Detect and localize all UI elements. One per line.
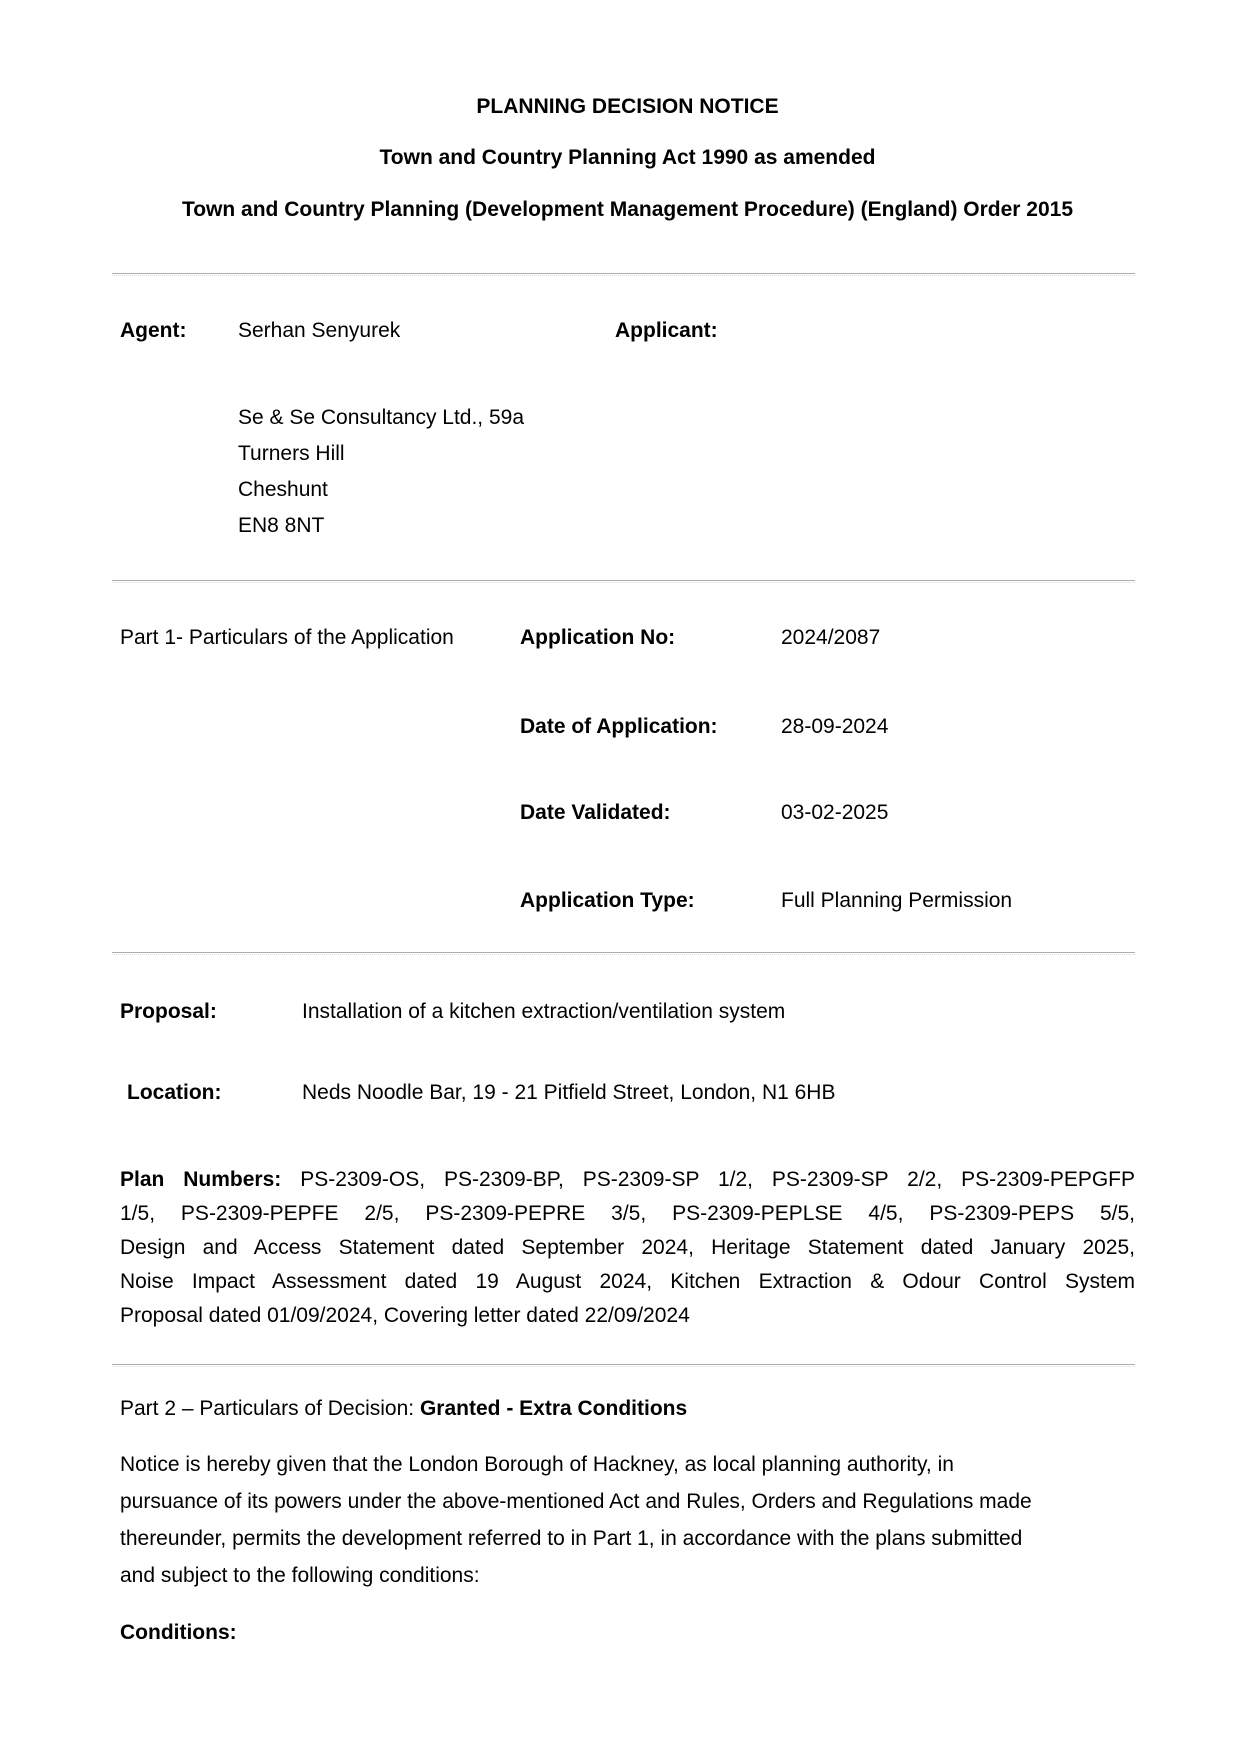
- applicant-label: Applicant:: [615, 319, 718, 342]
- plan-numbers-label: Plan Numbers:: [120, 1168, 282, 1191]
- plan-numbers-line: Noise Impact Assessment dated 19 August 2024, Kitchen Extraction & Odour Control System: [120, 1270, 1135, 1293]
- plan-numbers-line: 1/5, PS-2309-PEPFE 2/5, PS-2309-PEPRE 3/5, PS-2309-PEPLSE 4/5, PS-2309-PEPS 5/5,: [120, 1202, 1135, 1225]
- agent-address-line: EN8 8NT: [238, 514, 325, 537]
- order-subtitle: Town and Country Planning (Development Management Procedure) (England) Order 2015: [181, 198, 1074, 221]
- page-title: PLANNING DECISION NOTICE: [476, 95, 779, 118]
- plan-numbers-text: PS-2309-OS, PS-2309-BP, PS-2309-SP 1/2, PS-2309-SP 2/2, PS-2309-PEPGFP: [300, 1168, 1136, 1191]
- proposal-label: Proposal:: [120, 1000, 217, 1023]
- application-no-label: Application No:: [520, 626, 676, 649]
- conditions-row: [120, 1620, 1135, 1646]
- agent-address-line: Turners Hill: [238, 442, 345, 465]
- conditions-label: Conditions:: [120, 1621, 237, 1644]
- notice-line: pursuance of its powers under the above-mentioned Act and Rules, Orders and Regulations made: [120, 1490, 1032, 1513]
- application-no-value: 2024/2087: [781, 626, 881, 649]
- location-value: Neds Noodle Bar, 19 - 21 Pitfield Street, London, N1 6HB: [302, 1081, 836, 1104]
- plan-numbers-line: Design and Access Statement dated September 2024, Heritage Statement dated January 2025,: [120, 1236, 1135, 1259]
- application-type-label: Application Type:: [520, 889, 695, 912]
- parties-row: [120, 318, 1135, 344]
- date-validated-value: 03-02-2025: [781, 801, 889, 824]
- section-divider: [112, 580, 1135, 583]
- agent-address-block: [238, 400, 524, 544]
- date-validated-label: Date Validated:: [520, 801, 671, 824]
- agent-label: Agent:: [120, 319, 187, 342]
- proposal-value: Installation of a kitchen extraction/ventilation system: [302, 1000, 786, 1023]
- agent-address-line: Se & Se Consultancy Ltd., 59a: [238, 406, 525, 429]
- agent-address-line: Cheshunt: [238, 478, 328, 501]
- date-of-application-row: [120, 714, 1135, 740]
- section-divider: [112, 952, 1135, 955]
- notice-paragraph: [120, 1446, 1135, 1594]
- act-subtitle: Town and Country Planning Act 1990 as amended: [379, 146, 876, 169]
- date-of-application-value: 28-09-2024: [781, 715, 889, 738]
- notice-line: Notice is hereby given that the London Borough of Hackney, as local planning authority, in: [120, 1453, 954, 1476]
- plan-numbers-paragraph: [120, 1163, 1135, 1333]
- part2-heading-inline: [120, 1396, 687, 1422]
- part1-heading-row: [120, 625, 1135, 651]
- location-row: [120, 1080, 1135, 1106]
- application-type-value: Full Planning Permission: [781, 889, 1013, 912]
- section-divider: [112, 273, 1135, 276]
- date-of-application-label: Date of Application:: [520, 715, 718, 738]
- notice-line: thereunder, permits the development referred to in Part 1, in accordance with the plans submitted: [120, 1527, 1023, 1550]
- location-label: Location:: [127, 1081, 222, 1104]
- decision-status: Granted - Extra Conditions: [419, 1397, 688, 1420]
- date-validated-row: [120, 800, 1135, 826]
- notice-line: and subject to the following conditions:: [120, 1564, 480, 1587]
- part2-heading-row: [120, 1396, 1135, 1422]
- application-type-row: [120, 888, 1135, 914]
- agent-name: Serhan Senyurek: [238, 319, 401, 342]
- plan-numbers-line: [120, 1163, 1135, 1197]
- part2-heading: Part 2 – Particulars of Decision:: [120, 1397, 415, 1420]
- plan-numbers-line: Proposal dated 01/09/2024, Covering letter dated 22/09/2024: [120, 1304, 690, 1327]
- part1-heading: Part 1- Particulars of the Application: [120, 626, 454, 649]
- section-divider: [112, 1364, 1135, 1367]
- proposal-row: [120, 999, 1135, 1025]
